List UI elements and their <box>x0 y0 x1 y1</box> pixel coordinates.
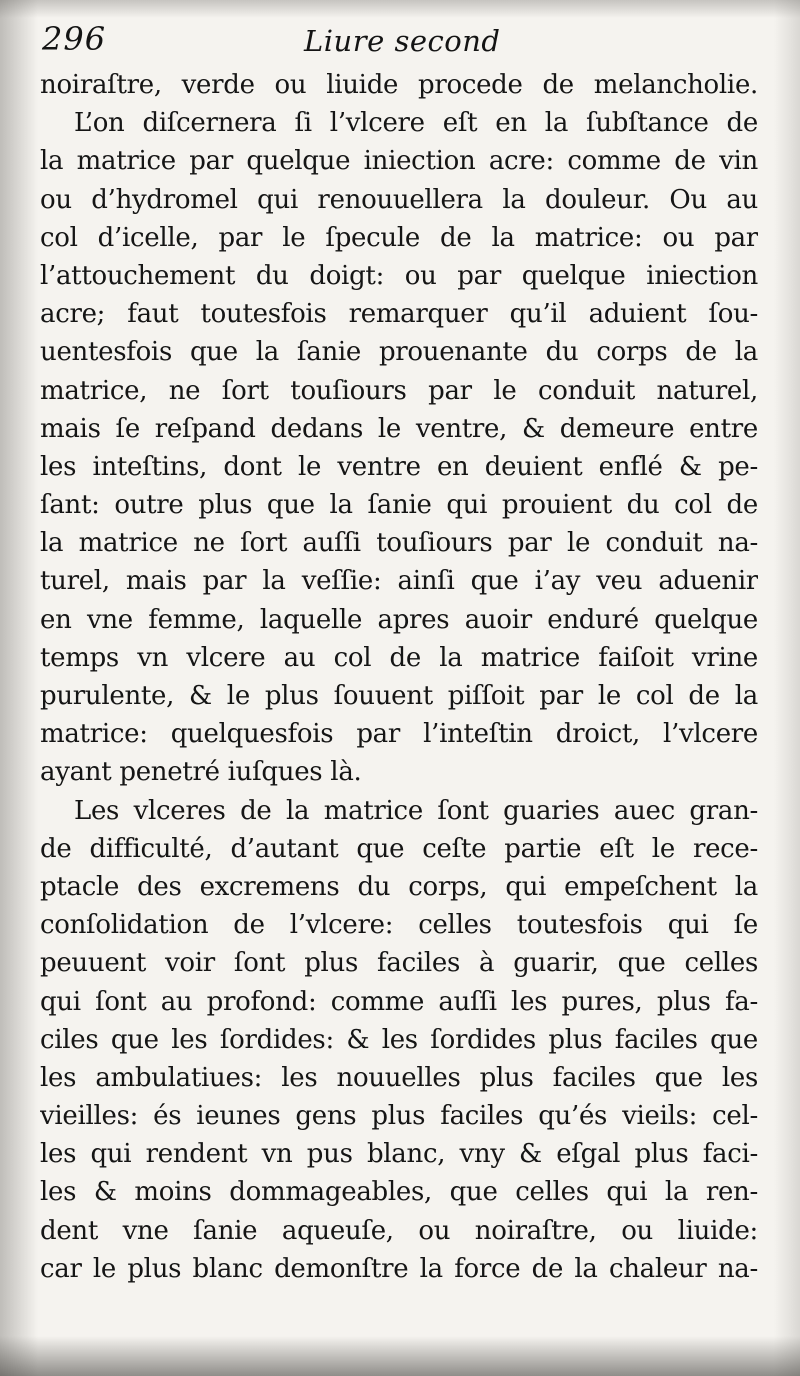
text-line: vieilles: és ieunes gens plus faciles qu’és vieils: cel- <box>40 1101 758 1132</box>
text-line: la matrice ne ſort auſſi touſiours par le conduit na- <box>40 528 758 559</box>
text-line: conſolidation de l’vlcere: celles toutesfois qui ſe <box>40 910 758 941</box>
body-text <box>40 66 758 1288</box>
text-line: noiraſtre, verde ou liuide procede de melancholie. <box>40 70 758 100</box>
text-line: mais ſe reſpand dedans le ventre, & demeure entre <box>40 413 758 444</box>
running-head: Liure second <box>304 24 501 58</box>
text-line: uentesfois que la ſanie prouenante du corps de la <box>40 337 758 368</box>
text-line: de difficulté, d’autant que ceſte partie eſt le rece- <box>40 833 758 864</box>
text-line: ou d’hydromel qui renouuellera la douleur. Ou au <box>40 184 758 215</box>
text-line: les qui rendent vn pus blanc, vny & eſgal plus faci- <box>40 1139 758 1170</box>
text-line: ayant penetré iuſques là. <box>40 757 362 788</box>
text-line: ſant: outre plus que la ſanie qui prouient du col de <box>40 490 758 521</box>
text-line: L’on diſcernera ſi l’vlcere eſt en la ſubſtance de <box>74 108 758 139</box>
text-line: turel, mais par la veſſie: ainſi que i’ay veu aduenir <box>40 566 758 597</box>
text-line: matrice: quelquesfois par l’inteſtin droict, l’vlcere <box>40 719 758 750</box>
text-line: peuuent voir ſont plus faciles à guarir, que celles <box>40 948 758 979</box>
text-line: les ambulatiues: les nouuelles plus faciles que les <box>40 1062 758 1093</box>
text-line: les & moins dommageables, que celles qui la ren- <box>40 1177 758 1208</box>
text-line: ciles que les ſordides: & les ſordides plus faciles que <box>40 1024 758 1055</box>
text-line: temps vn vlcere au col de la matrice faiſoit vrine <box>40 642 758 673</box>
text-line: qui ſont au profond: comme auſſi les pures, plus fa- <box>40 986 758 1017</box>
text-line: car le plus blanc demonſtre la force de la chaleur na- <box>40 1253 758 1284</box>
text-line: la matrice par quelque iniection acre: comme de vin <box>40 146 758 177</box>
text-line: en vne femme, laquelle apres auoir enduré quelque <box>40 604 758 635</box>
text-line: les inteſtins, dont le ventre en deuient enflé & pe- <box>40 451 758 482</box>
text-line: matrice, ne ſort touſiours par le conduit naturel, <box>40 375 758 406</box>
page-number: 296 <box>42 20 107 58</box>
page-top-shadow <box>0 0 800 18</box>
text-line: Les vlceres de la matrice ſont guaries auec gran- <box>74 795 758 826</box>
page-header <box>42 20 762 64</box>
text-line: col d’icelle, par le ſpecule de la matrice: ou par <box>40 222 758 253</box>
text-line: l’attouchement du doigt: ou par quelque iniection <box>40 260 758 291</box>
text-line: purulente, & le plus ſouuent piſſoit par le col de la <box>40 681 758 711</box>
page-edge-shadow <box>774 0 800 1376</box>
text-line: acre; faut toutesfois remarquer qu’il aduient ſou- <box>40 299 758 330</box>
text-line: ptacle des excremens du corps, qui empeſchent la <box>40 871 758 902</box>
text-line: dent vne ſanie aqueuſe, ou noiraſtre, ou liuide: <box>40 1215 758 1246</box>
page-bottom-shadow <box>0 1336 800 1376</box>
page-gutter-shadow <box>0 0 38 1376</box>
